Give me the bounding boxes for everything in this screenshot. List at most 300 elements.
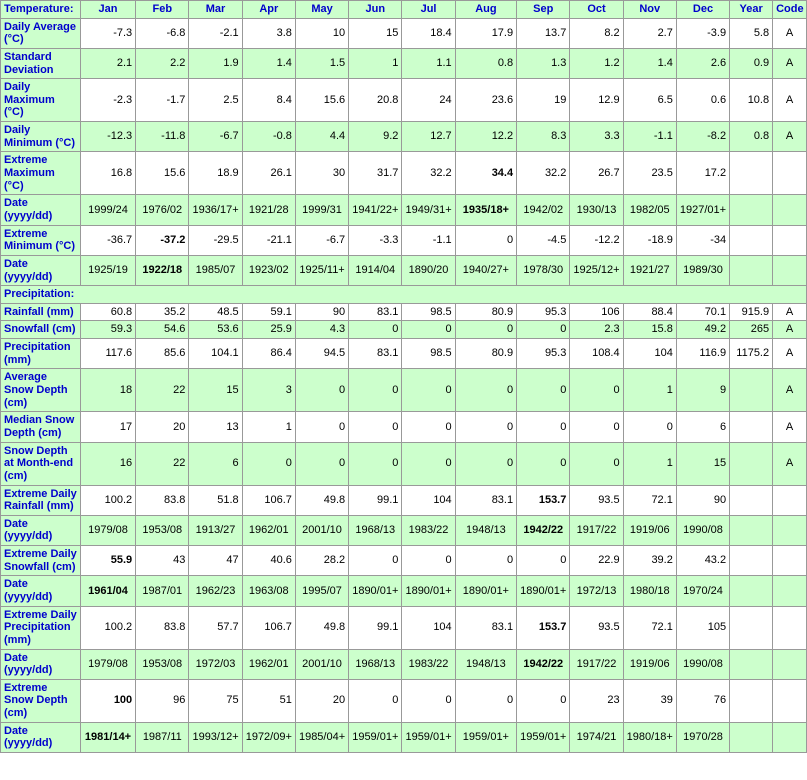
data-cell: 2.1 bbox=[80, 48, 135, 78]
data-cell: 16 bbox=[80, 442, 135, 485]
data-cell: 1953/08 bbox=[136, 649, 189, 679]
data-cell: 1913/27 bbox=[189, 515, 242, 545]
data-cell: 3.3 bbox=[570, 122, 623, 152]
section-header-precipitation bbox=[1, 286, 807, 304]
column-header-may: May bbox=[295, 1, 348, 19]
data-cell: 0 bbox=[402, 679, 455, 722]
column-header-code: Code bbox=[773, 1, 807, 19]
data-cell: 88.4 bbox=[623, 303, 676, 321]
data-cell: 1890/20 bbox=[402, 255, 455, 285]
data-cell: 2001/10 bbox=[295, 515, 348, 545]
data-cell: 1990/08 bbox=[676, 515, 729, 545]
data-cell: 1981/14+ bbox=[80, 722, 135, 752]
data-cell: 1890/01+ bbox=[517, 576, 570, 606]
data-cell: 1925/11+ bbox=[295, 255, 348, 285]
data-cell: 100.2 bbox=[80, 485, 135, 515]
data-cell: 104 bbox=[402, 606, 455, 649]
year-cell: 1175.2 bbox=[730, 339, 773, 369]
data-cell: 83.1 bbox=[349, 303, 402, 321]
data-cell: 1949/31+ bbox=[402, 195, 455, 225]
data-cell: 23.6 bbox=[455, 79, 516, 122]
data-cell: 1959/01+ bbox=[402, 722, 455, 752]
data-cell: 105 bbox=[676, 606, 729, 649]
data-cell: 26.1 bbox=[242, 152, 295, 195]
data-cell: 2.7 bbox=[623, 18, 676, 48]
data-cell: -1.1 bbox=[402, 225, 455, 255]
table-row bbox=[1, 225, 807, 255]
data-cell: -18.9 bbox=[623, 225, 676, 255]
data-cell: 1942/22 bbox=[517, 649, 570, 679]
code-cell: A bbox=[773, 122, 807, 152]
data-cell: -0.8 bbox=[242, 122, 295, 152]
data-cell: 80.9 bbox=[455, 303, 516, 321]
data-cell: 83.1 bbox=[455, 485, 516, 515]
data-cell: 26.7 bbox=[570, 152, 623, 195]
code-cell: A bbox=[773, 79, 807, 122]
table-header-row bbox=[1, 1, 807, 19]
data-cell: 20 bbox=[295, 679, 348, 722]
data-cell: 18 bbox=[80, 369, 135, 412]
row-label: Daily Minimum (°C) bbox=[1, 122, 81, 152]
data-cell: 0 bbox=[455, 412, 516, 442]
data-cell: 15.8 bbox=[623, 321, 676, 339]
data-cell: 1987/11 bbox=[136, 722, 189, 752]
data-cell: 0 bbox=[517, 442, 570, 485]
data-cell: 25.9 bbox=[242, 321, 295, 339]
data-cell: 1942/22 bbox=[517, 515, 570, 545]
table-row bbox=[1, 679, 807, 722]
data-cell: 17 bbox=[80, 412, 135, 442]
data-cell: 1976/02 bbox=[136, 195, 189, 225]
row-label: Date (yyyy/dd) bbox=[1, 649, 81, 679]
data-cell: 0 bbox=[242, 442, 295, 485]
data-cell: 0 bbox=[455, 321, 516, 339]
row-label: Daily Average (°C) bbox=[1, 18, 81, 48]
data-cell: 1959/01+ bbox=[455, 722, 516, 752]
table-row bbox=[1, 255, 807, 285]
data-cell: 12.9 bbox=[570, 79, 623, 122]
table-row bbox=[1, 195, 807, 225]
data-cell: 1 bbox=[242, 412, 295, 442]
column-header-jun: Jun bbox=[349, 1, 402, 19]
data-cell: -3.3 bbox=[349, 225, 402, 255]
row-label: Extreme Daily Precipitation (mm) bbox=[1, 606, 81, 649]
table-row bbox=[1, 576, 807, 606]
table-row bbox=[1, 546, 807, 576]
data-cell: 57.7 bbox=[189, 606, 242, 649]
data-cell: 49.8 bbox=[295, 485, 348, 515]
column-header-mar: Mar bbox=[189, 1, 242, 19]
code-cell bbox=[773, 576, 807, 606]
data-cell: 8.3 bbox=[517, 122, 570, 152]
data-cell: 1921/28 bbox=[242, 195, 295, 225]
data-cell: 1961/04 bbox=[80, 576, 135, 606]
column-header-nov: Nov bbox=[623, 1, 676, 19]
data-cell: 116.9 bbox=[676, 339, 729, 369]
data-cell: 49.8 bbox=[295, 606, 348, 649]
code-cell bbox=[773, 225, 807, 255]
data-cell: 2.2 bbox=[136, 48, 189, 78]
data-cell: 0 bbox=[349, 369, 402, 412]
data-cell: 2001/10 bbox=[295, 649, 348, 679]
row-label: Extreme Daily Rainfall (mm) bbox=[1, 485, 81, 515]
data-cell: 1 bbox=[623, 369, 676, 412]
data-cell: 70.1 bbox=[676, 303, 729, 321]
data-cell: 1980/18 bbox=[623, 576, 676, 606]
data-cell: 2.5 bbox=[189, 79, 242, 122]
table-row bbox=[1, 515, 807, 545]
data-cell: -34 bbox=[676, 225, 729, 255]
data-cell: 1942/02 bbox=[517, 195, 570, 225]
code-cell bbox=[773, 679, 807, 722]
data-cell: 1962/01 bbox=[242, 515, 295, 545]
data-cell: 1990/08 bbox=[676, 649, 729, 679]
table-row bbox=[1, 485, 807, 515]
year-cell bbox=[730, 485, 773, 515]
data-cell: 104 bbox=[623, 339, 676, 369]
row-label: Snowfall (cm) bbox=[1, 321, 81, 339]
data-cell: 35.2 bbox=[136, 303, 189, 321]
data-cell: 117.6 bbox=[80, 339, 135, 369]
row-label: Extreme Minimum (°C) bbox=[1, 225, 81, 255]
column-header-jul: Jul bbox=[402, 1, 455, 19]
data-cell: 1917/22 bbox=[570, 515, 623, 545]
code-cell bbox=[773, 546, 807, 576]
table-row bbox=[1, 79, 807, 122]
data-cell: 1.9 bbox=[189, 48, 242, 78]
table-row bbox=[1, 369, 807, 412]
data-cell: 0 bbox=[517, 369, 570, 412]
year-cell bbox=[730, 195, 773, 225]
data-cell: 0 bbox=[295, 442, 348, 485]
data-cell: -6.7 bbox=[189, 122, 242, 152]
data-cell: 93.5 bbox=[570, 606, 623, 649]
row-label: Date (yyyy/dd) bbox=[1, 576, 81, 606]
data-cell: 100.2 bbox=[80, 606, 135, 649]
data-cell: 1968/13 bbox=[349, 515, 402, 545]
column-header-dec: Dec bbox=[676, 1, 729, 19]
data-cell: -1.1 bbox=[623, 122, 676, 152]
data-cell: 1.4 bbox=[242, 48, 295, 78]
data-cell: 4.4 bbox=[295, 122, 348, 152]
data-cell: 8.2 bbox=[570, 18, 623, 48]
data-cell: 0 bbox=[402, 321, 455, 339]
data-cell: 15 bbox=[676, 442, 729, 485]
data-cell: 72.1 bbox=[623, 485, 676, 515]
row-label: Date (yyyy/dd) bbox=[1, 255, 81, 285]
data-cell: 39.2 bbox=[623, 546, 676, 576]
code-cell: A bbox=[773, 369, 807, 412]
row-label: Precipitation (mm) bbox=[1, 339, 81, 369]
data-cell: 95.3 bbox=[517, 339, 570, 369]
data-cell: 1940/27+ bbox=[455, 255, 516, 285]
table-row bbox=[1, 412, 807, 442]
data-cell: 1935/18+ bbox=[455, 195, 516, 225]
code-cell: A bbox=[773, 321, 807, 339]
table-row bbox=[1, 18, 807, 48]
data-cell: 98.5 bbox=[402, 339, 455, 369]
data-cell: 1927/01+ bbox=[676, 195, 729, 225]
data-cell: 15.6 bbox=[136, 152, 189, 195]
data-cell: 1.5 bbox=[295, 48, 348, 78]
year-cell bbox=[730, 225, 773, 255]
data-cell: -37.2 bbox=[136, 225, 189, 255]
data-cell: -12.3 bbox=[80, 122, 135, 152]
data-cell: -11.8 bbox=[136, 122, 189, 152]
row-label: Daily Maximum (°C) bbox=[1, 79, 81, 122]
data-cell: 1972/13 bbox=[570, 576, 623, 606]
code-cell bbox=[773, 195, 807, 225]
data-cell: -6.8 bbox=[136, 18, 189, 48]
data-cell: 85.6 bbox=[136, 339, 189, 369]
data-cell: 48.5 bbox=[189, 303, 242, 321]
code-cell bbox=[773, 515, 807, 545]
data-cell: 15 bbox=[189, 369, 242, 412]
data-cell: 1987/01 bbox=[136, 576, 189, 606]
data-cell: -4.5 bbox=[517, 225, 570, 255]
data-cell: 83.8 bbox=[136, 485, 189, 515]
data-cell: 4.3 bbox=[295, 321, 348, 339]
data-cell: -3.9 bbox=[676, 18, 729, 48]
column-header-feb: Feb bbox=[136, 1, 189, 19]
data-cell: -2.1 bbox=[189, 18, 242, 48]
row-label: Extreme Daily Snowfall (cm) bbox=[1, 546, 81, 576]
section-header-label: Precipitation: bbox=[1, 286, 807, 304]
data-cell: -2.3 bbox=[80, 79, 135, 122]
row-label: Date (yyyy/dd) bbox=[1, 515, 81, 545]
code-cell bbox=[773, 649, 807, 679]
data-cell: 1948/13 bbox=[455, 649, 516, 679]
data-cell: 1930/13 bbox=[570, 195, 623, 225]
table-row bbox=[1, 321, 807, 339]
table-row bbox=[1, 649, 807, 679]
data-cell: 83.8 bbox=[136, 606, 189, 649]
data-cell: 1999/31 bbox=[295, 195, 348, 225]
year-cell bbox=[730, 369, 773, 412]
data-cell: 1963/08 bbox=[242, 576, 295, 606]
column-header-sep: Sep bbox=[517, 1, 570, 19]
data-cell: 1980/18+ bbox=[623, 722, 676, 752]
data-cell: -21.1 bbox=[242, 225, 295, 255]
data-cell: 86.4 bbox=[242, 339, 295, 369]
column-header-year: Year bbox=[730, 1, 773, 19]
data-cell: 0 bbox=[455, 679, 516, 722]
data-cell: 1959/01+ bbox=[517, 722, 570, 752]
data-cell: 0 bbox=[517, 679, 570, 722]
code-cell bbox=[773, 152, 807, 195]
row-label: Snow Depth at Month-end (cm) bbox=[1, 442, 81, 485]
data-cell: 24 bbox=[402, 79, 455, 122]
column-header-apr: Apr bbox=[242, 1, 295, 19]
data-cell: 53.6 bbox=[189, 321, 242, 339]
data-cell: 22 bbox=[136, 369, 189, 412]
data-cell: 1989/30 bbox=[676, 255, 729, 285]
data-cell: 1921/27 bbox=[623, 255, 676, 285]
table-row bbox=[1, 152, 807, 195]
data-cell: 8.4 bbox=[242, 79, 295, 122]
data-cell: 0 bbox=[402, 546, 455, 576]
data-cell: 0 bbox=[517, 412, 570, 442]
row-label: Date (yyyy/dd) bbox=[1, 722, 81, 752]
data-cell: 90 bbox=[676, 485, 729, 515]
data-cell: 59.3 bbox=[80, 321, 135, 339]
data-cell: 9.2 bbox=[349, 122, 402, 152]
data-cell: 83.1 bbox=[455, 606, 516, 649]
data-cell: 0 bbox=[570, 442, 623, 485]
year-cell bbox=[730, 546, 773, 576]
year-cell bbox=[730, 722, 773, 752]
data-cell: 23.5 bbox=[623, 152, 676, 195]
data-cell: 15.6 bbox=[295, 79, 348, 122]
code-cell: A bbox=[773, 412, 807, 442]
data-cell: 1968/13 bbox=[349, 649, 402, 679]
data-cell: -6.7 bbox=[295, 225, 348, 255]
data-cell: 0 bbox=[402, 412, 455, 442]
data-cell: 1.1 bbox=[402, 48, 455, 78]
data-cell: -12.2 bbox=[570, 225, 623, 255]
data-cell: 0 bbox=[295, 369, 348, 412]
data-cell: 0 bbox=[570, 412, 623, 442]
data-cell: 32.2 bbox=[517, 152, 570, 195]
data-cell: 9 bbox=[676, 369, 729, 412]
data-cell: 1979/08 bbox=[80, 515, 135, 545]
column-header-temperature: Temperature: bbox=[1, 1, 81, 19]
data-cell: 16.8 bbox=[80, 152, 135, 195]
data-cell: 72.1 bbox=[623, 606, 676, 649]
data-cell: -36.7 bbox=[80, 225, 135, 255]
code-cell bbox=[773, 485, 807, 515]
code-cell: A bbox=[773, 339, 807, 369]
data-cell: 18.4 bbox=[402, 18, 455, 48]
data-cell: 0.6 bbox=[676, 79, 729, 122]
data-cell: 153.7 bbox=[517, 485, 570, 515]
data-cell: 18.9 bbox=[189, 152, 242, 195]
data-cell: 1 bbox=[349, 48, 402, 78]
year-cell: 10.8 bbox=[730, 79, 773, 122]
data-cell: 83.1 bbox=[349, 339, 402, 369]
data-cell: 59.1 bbox=[242, 303, 295, 321]
data-cell: 1974/21 bbox=[570, 722, 623, 752]
data-cell: 1925/12+ bbox=[570, 255, 623, 285]
data-cell: 153.7 bbox=[517, 606, 570, 649]
data-cell: 6 bbox=[676, 412, 729, 442]
data-cell: 99.1 bbox=[349, 606, 402, 649]
data-cell: 100 bbox=[80, 679, 135, 722]
data-cell: 1936/17+ bbox=[189, 195, 242, 225]
data-cell: 104 bbox=[402, 485, 455, 515]
data-cell: 1948/13 bbox=[455, 515, 516, 545]
data-cell: 0 bbox=[349, 546, 402, 576]
data-cell: 0 bbox=[517, 321, 570, 339]
data-cell: 0 bbox=[349, 321, 402, 339]
table-row bbox=[1, 48, 807, 78]
data-cell: 17.9 bbox=[455, 18, 516, 48]
column-header-jan: Jan bbox=[80, 1, 135, 19]
data-cell: 1983/22 bbox=[402, 649, 455, 679]
year-cell bbox=[730, 679, 773, 722]
data-cell: 0 bbox=[295, 412, 348, 442]
data-cell: 1919/06 bbox=[623, 515, 676, 545]
data-cell: 1941/22+ bbox=[349, 195, 402, 225]
data-cell: 1982/05 bbox=[623, 195, 676, 225]
data-cell: 60.8 bbox=[80, 303, 135, 321]
data-cell: 1985/04+ bbox=[295, 722, 348, 752]
data-cell: 76 bbox=[676, 679, 729, 722]
code-cell: A bbox=[773, 48, 807, 78]
data-cell: 93.5 bbox=[570, 485, 623, 515]
data-cell: 0 bbox=[623, 412, 676, 442]
data-cell: 12.2 bbox=[455, 122, 516, 152]
data-cell: 51 bbox=[242, 679, 295, 722]
year-cell bbox=[730, 412, 773, 442]
data-cell: 1919/06 bbox=[623, 649, 676, 679]
data-cell: 1.3 bbox=[517, 48, 570, 78]
data-cell: 15 bbox=[349, 18, 402, 48]
data-cell: 43 bbox=[136, 546, 189, 576]
data-cell: 1890/01+ bbox=[402, 576, 455, 606]
data-cell: 20.8 bbox=[349, 79, 402, 122]
code-cell: A bbox=[773, 442, 807, 485]
data-cell: 0 bbox=[402, 369, 455, 412]
code-cell: A bbox=[773, 303, 807, 321]
year-cell: 265 bbox=[730, 321, 773, 339]
data-cell: 39 bbox=[623, 679, 676, 722]
table-row bbox=[1, 722, 807, 752]
data-cell: 94.5 bbox=[295, 339, 348, 369]
data-cell: 3.8 bbox=[242, 18, 295, 48]
data-cell: 0 bbox=[517, 546, 570, 576]
data-cell: 90 bbox=[295, 303, 348, 321]
data-cell: 0 bbox=[455, 442, 516, 485]
data-cell: 43.2 bbox=[676, 546, 729, 576]
data-cell: 1953/08 bbox=[136, 515, 189, 545]
data-cell: 32.2 bbox=[402, 152, 455, 195]
data-cell: 108.4 bbox=[570, 339, 623, 369]
data-cell: 1978/30 bbox=[517, 255, 570, 285]
code-cell bbox=[773, 255, 807, 285]
data-cell: 47 bbox=[189, 546, 242, 576]
data-cell: 1.4 bbox=[623, 48, 676, 78]
data-cell: 1983/22 bbox=[402, 515, 455, 545]
data-cell: 1890/01+ bbox=[349, 576, 402, 606]
year-cell bbox=[730, 152, 773, 195]
column-header-oct: Oct bbox=[570, 1, 623, 19]
table-row bbox=[1, 122, 807, 152]
year-cell: 5.8 bbox=[730, 18, 773, 48]
data-cell: 0 bbox=[349, 412, 402, 442]
data-cell: 96 bbox=[136, 679, 189, 722]
data-cell: -8.2 bbox=[676, 122, 729, 152]
code-cell bbox=[773, 606, 807, 649]
data-cell: -7.3 bbox=[80, 18, 135, 48]
data-cell: 1972/03 bbox=[189, 649, 242, 679]
data-cell: 6 bbox=[189, 442, 242, 485]
data-cell: 0 bbox=[402, 442, 455, 485]
data-cell: 0 bbox=[455, 225, 516, 255]
year-cell bbox=[730, 515, 773, 545]
data-cell: 49.2 bbox=[676, 321, 729, 339]
row-label: Date (yyyy/dd) bbox=[1, 195, 81, 225]
data-cell: 0.8 bbox=[455, 48, 516, 78]
year-cell bbox=[730, 442, 773, 485]
data-cell: 10 bbox=[295, 18, 348, 48]
year-cell bbox=[730, 649, 773, 679]
data-cell: 40.6 bbox=[242, 546, 295, 576]
column-header-aug: Aug bbox=[455, 1, 516, 19]
table-row bbox=[1, 303, 807, 321]
table-row bbox=[1, 339, 807, 369]
data-cell: 28.2 bbox=[295, 546, 348, 576]
